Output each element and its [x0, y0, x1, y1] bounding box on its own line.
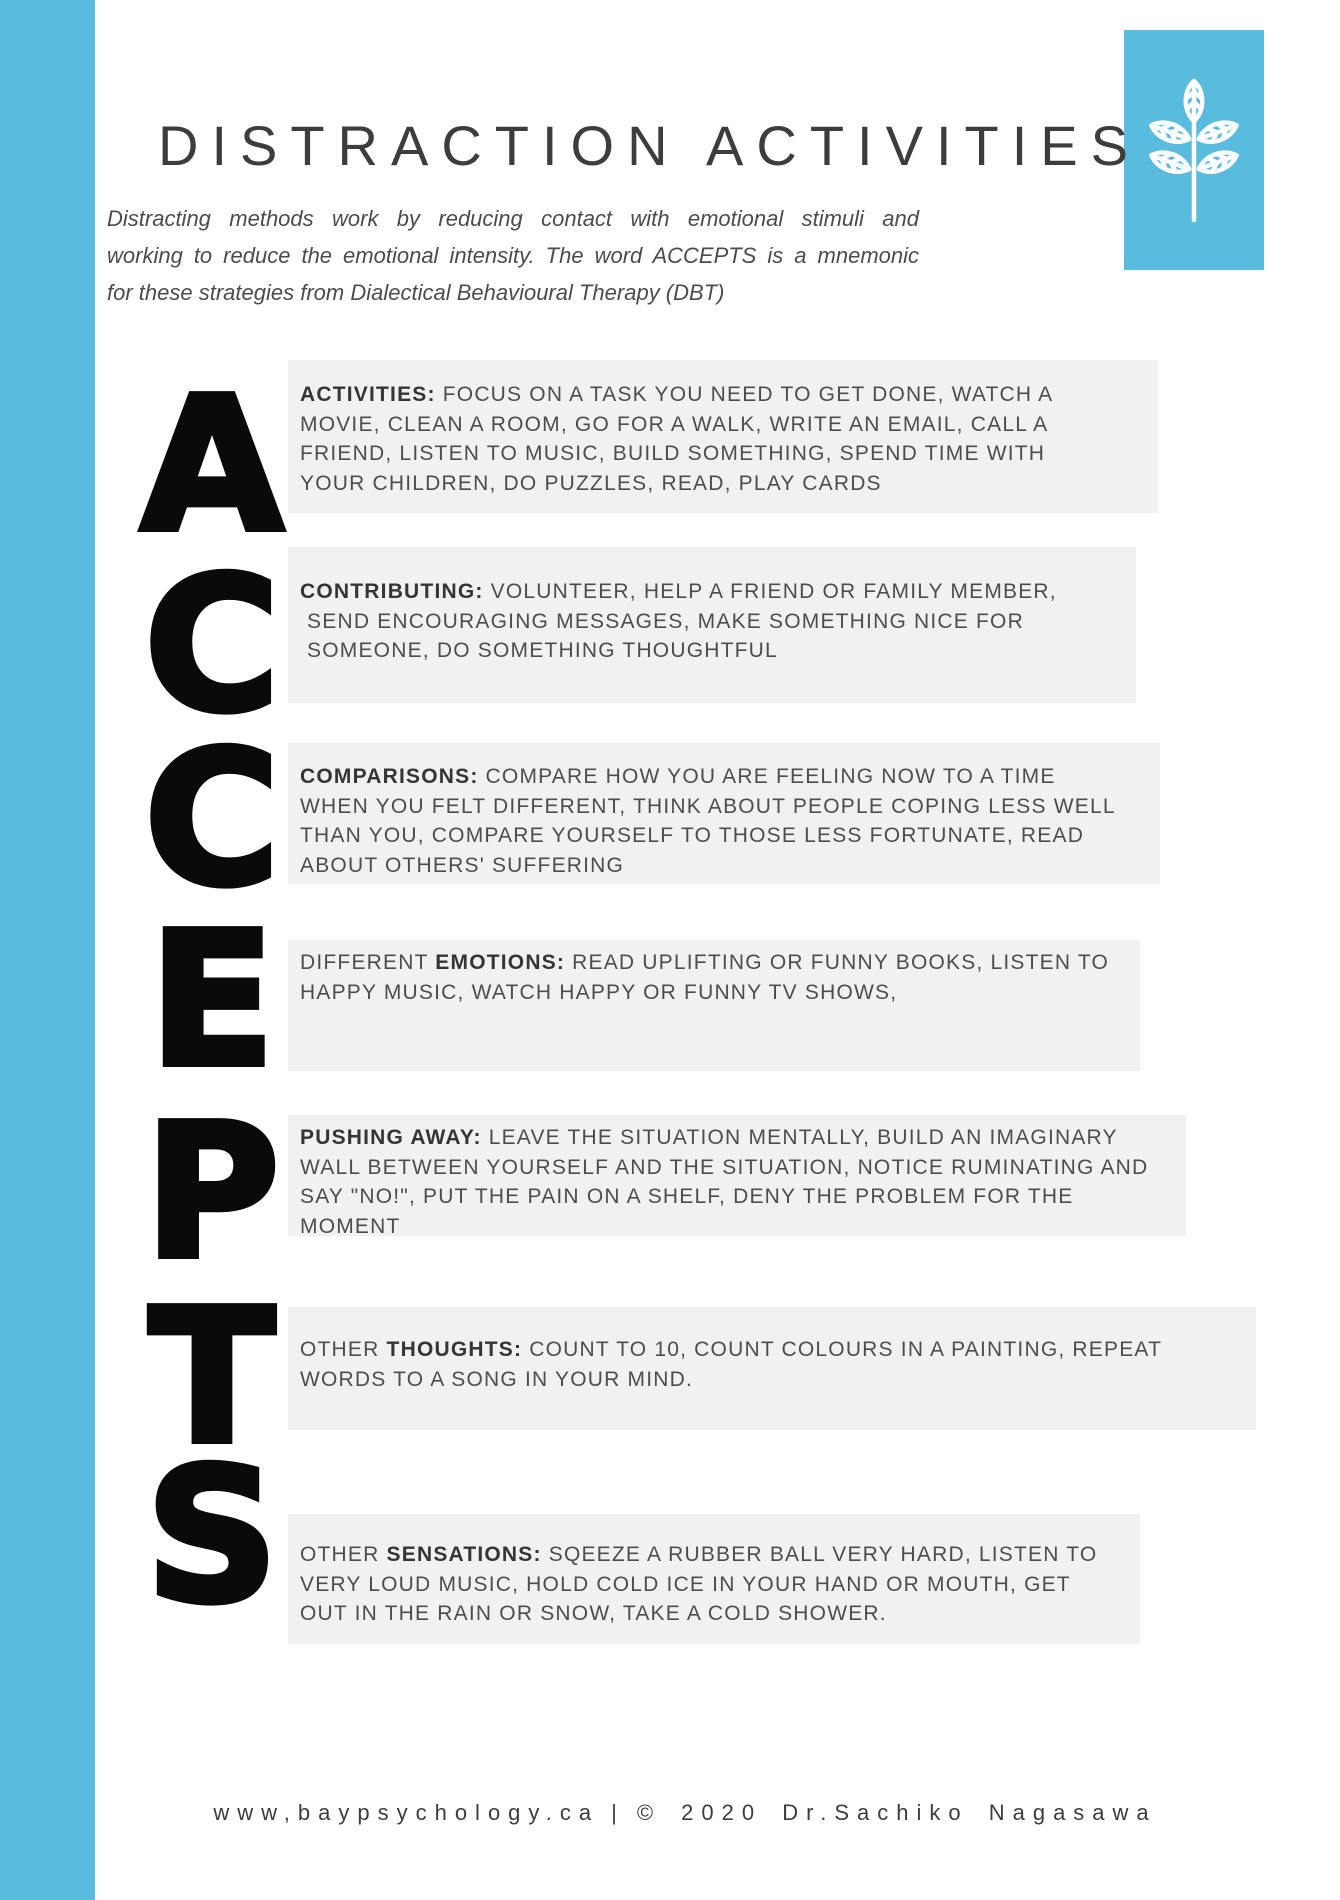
strategy-label: PUSHING AWAY: [300, 1126, 482, 1149]
strategy-text: WHEN YOU FELT DIFFERENT, THINK ABOUT PEOPLE COPING LESS WELL [300, 794, 1116, 818]
strategy-text-line [300, 821, 1160, 851]
strategy-text-line [300, 851, 1160, 881]
strategy-text: SAY "NO!", PUT THE PAIN ON A SHELF, DENY THE PROBLEM FOR THE [300, 1185, 1074, 1208]
mnemonic-letter-p-4: P [144, 1084, 280, 1300]
strategy-text-line [300, 1599, 1140, 1629]
page-title: DISTRACTION ACTIVITIES [158, 114, 1141, 177]
strategy-label: CONTRIBUTING: [300, 580, 484, 603]
strategy-text-line [300, 1570, 1140, 1600]
strategy-box [288, 360, 1158, 513]
strategy-text-line [300, 1335, 1256, 1365]
strategy-box [288, 940, 1140, 1071]
strategy-text: YOUR CHILDREN, DO PUZZLES, READ, PLAY CARDS [300, 471, 882, 495]
left-accent-bar [0, 0, 95, 1900]
strategy-text-line [300, 1365, 1256, 1395]
strategy-text-line [300, 1540, 1140, 1570]
strategy-text: OTHER [300, 1338, 387, 1361]
logo-block [1124, 30, 1264, 270]
strategy-box [288, 1307, 1256, 1430]
mnemonic-letter-t-5: T [148, 1269, 276, 1485]
strategy-text: COUNT TO 10, COUNT COLOURS IN A PAINTING, REPEAT [522, 1338, 1163, 1361]
strategy-text-line [300, 762, 1160, 792]
strategy-text-line [300, 1182, 1186, 1212]
intro-paragraph [107, 200, 919, 311]
strategy-text: VERY LOUD MUSIC, HOLD COLD ICE IN YOUR HAND OR MOUTH, GET [300, 1572, 1071, 1596]
strategy-text: OTHER [300, 1543, 387, 1566]
strategy-text-line [300, 792, 1160, 822]
footer-website: www,baypsychology.ca [213, 1800, 600, 1825]
strategy-text: READ UPLIFTING OR FUNNY BOOKS, LISTEN TO [565, 951, 1110, 974]
strategy-text: SEND ENCOURAGING MESSAGES, MAKE SOMETHING NICE FOR [300, 609, 1024, 633]
strategy-text: LEAVE THE SITUATION MENTALLY, BUILD AN IMAGINARY [481, 1126, 1118, 1149]
strategy-text-line [300, 380, 1158, 410]
strategy-label: EMOTIONS: [435, 951, 566, 974]
strategy-text-line [300, 1212, 1186, 1242]
strategy-text: OUT IN THE RAIN OR SNOW, TAKE A COLD SHOWER. [300, 1602, 887, 1625]
strategy-text: SQEEZE A RUBBER BALL VERY HARD, LISTEN TO [541, 1543, 1098, 1566]
strategy-box [288, 1514, 1140, 1644]
strategy-text-line [300, 978, 1140, 1008]
strategy-text: FRIEND, LISTEN TO MUSIC, BUILD SOMETHING, SPEND TIME WITH [300, 442, 1046, 465]
strategy-box [288, 743, 1160, 884]
strategy-text: ABOUT OTHERS' SUFFERING [300, 853, 625, 877]
strategy-box [288, 547, 1136, 703]
strategy-text: COMPARE HOW YOU ARE FEELING NOW TO A TIME [478, 765, 1056, 788]
strategy-text: WORDS TO A SONG IN YOUR MIND. [300, 1367, 694, 1391]
mnemonic-letter-c-2: C [144, 711, 280, 927]
strategy-label: ACTIVITIES: [300, 383, 436, 406]
footer-copyright: © 2020 Dr.Sachiko Nagasawa [636, 1800, 1157, 1825]
leaf-sprig-icon [1134, 75, 1254, 225]
strategy-text-line [300, 410, 1158, 440]
strategy-text-line [300, 1153, 1186, 1183]
intro-line: for these strategies from Dialectical Behavioural Therapy (DBT) [107, 280, 725, 305]
strategy-text: MOMENT [300, 1214, 401, 1238]
strategy-text-line [300, 948, 1140, 978]
strategy-text: HAPPY MUSIC, WATCH HAPPY OR FUNNY TV SHOWS, [300, 980, 898, 1004]
strategy-text-line [300, 577, 1136, 607]
strategy-label: COMPARISONS: [300, 765, 479, 788]
mnemonic-letter-e-3: E [148, 892, 276, 1108]
strategy-text-line [300, 607, 1136, 637]
strategy-text: DIFFERENT [300, 951, 436, 974]
intro-line: Distracting methods work by reducing contact with emotional stimuli and [107, 206, 919, 231]
strategy-text: WALL BETWEEN YOURSELF AND THE SITUATION, NOTICE RUMINATING AND [300, 1155, 1149, 1179]
footer-separator: | [611, 1800, 625, 1825]
strategy-text: SOMEONE, DO SOMETHING THOUGHTFUL [300, 639, 778, 662]
strategy-text-line [300, 469, 1158, 499]
mnemonic-letter-s-6: S [145, 1428, 279, 1644]
strategy-box [288, 1115, 1186, 1236]
strategy-text-line [300, 636, 1136, 666]
strategy-text: THAN YOU, COMPARE YOURSELF TO THOSE LESS FORTUNATE, READ [300, 824, 1085, 847]
strategy-text: MOVIE, CLEAN A ROOM, GO FOR A WALK, WRITE AN EMAIL, CALL A [300, 412, 1049, 436]
footer [95, 1800, 1275, 1826]
strategy-text: FOCUS ON A TASK YOU NEED TO GET DONE, WATCH A [435, 383, 1054, 406]
strategy-text: VOLUNTEER, HELP A FRIEND OR FAMILY MEMBER, [483, 580, 1057, 603]
strategy-label: THOUGHTS: [386, 1338, 523, 1361]
strategy-text-line [300, 1123, 1186, 1153]
mnemonic-letter-a-0: A [140, 357, 284, 573]
intro-line: working to reduce the emotional intensity. The word ACCEPTS is a mnemonic [107, 243, 919, 268]
strategy-text-line [300, 439, 1158, 469]
strategy-label: SENSATIONS: [386, 1543, 542, 1566]
mnemonic-letter-c-1: C [144, 537, 280, 753]
